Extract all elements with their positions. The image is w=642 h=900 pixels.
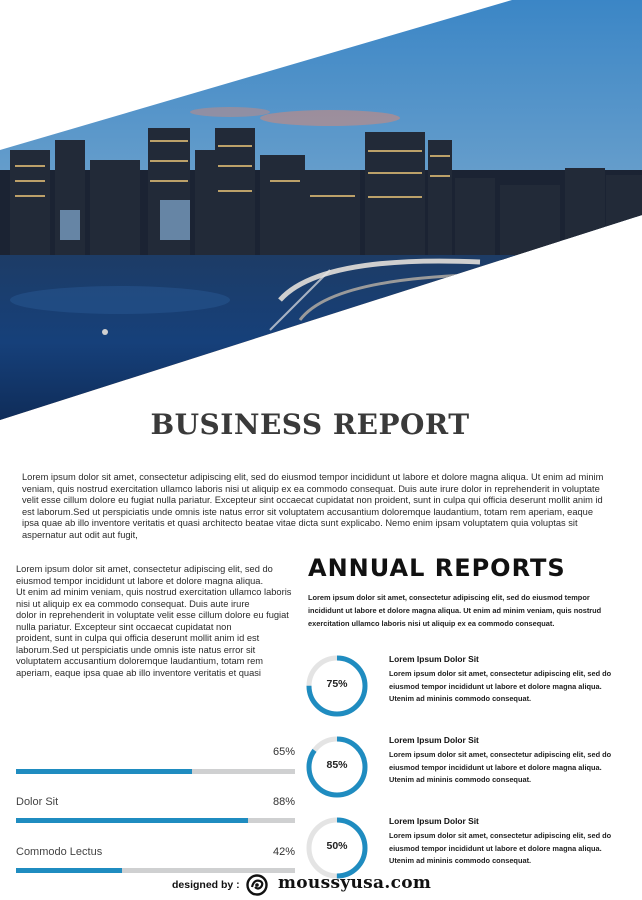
item-body: Lorem ipsum dolor sit amet, consectetur adipiscing elit, sed do eiusmod tempor incididunt ut labore et dolore magna aliqua. Utenim ad mininis commodo consequat. [389,669,612,704]
item-heading: Lorem Ipsum Dolor Sit [389,735,479,745]
progress-value: 88% [272,796,295,808]
left-paragraph: proident, sunt in culpa qui officia deserunt mollit anim id est laborum.Sed ut perspiciatis unde omnis iste natus error sit [16,633,260,655]
report-item-1 [305,654,635,724]
hero-city-image [0,0,642,430]
left-column-text [16,564,292,679]
progress-bar-1 [16,746,295,778]
percent-label: 85% [326,759,348,771]
percent-label: 50% [326,840,348,852]
progress-track [16,769,295,774]
item-body: Lorem ipsum dolor sit amet, consectetur adipiscing elit, sed do eiusmod tempor incididunt ut labore et dolore magna aliqua. Utenim ad mininis commodo consequat. [389,831,612,866]
annual-reports-heading: ANNUAL REPORTS [308,554,566,582]
progress-value: 42% [272,846,295,858]
intro-paragraph: Lorem ipsum dolor sit amet, consectetur adipiscing elit, sed do eiusmod tempor incididunt ut labore et dolore magna aliqua. Ut enim ad minim veniam, quis nostrud exercitation ullamco laboris nisi ut aliquip ex ea commodo consequat. Duis aute irure dolor in reprehenderit in voluptate velit esse cillum dolore eu fugiat nulla pariatur. Excepteur sint occaecat cupidatat non proident, sunt in culpa qui officia deserunt mollit anim id est laborum.Sed ut perspiciatis unde omnis iste natus error sit voluptatem accusantium doloremque laudantium, totam rem aperiam, eaque ipsa quae ab illo inventore veritatis et quasi architecto beatae vitae dicta sunt explicabo. Nemo enim ipsam voluptatem quia voluptas sit aspernatur aut odit aut fugit, [22,472,604,540]
item-body: Lorem ipsum dolor sit amet, consectetur adipiscing elit, sed do eiusmod tempor incididunt ut labore et dolore magna aliqua. Utenim ad mininis commodo consequat. [389,750,612,785]
progress-fill [16,769,192,774]
footer-prefix: designed by : [172,879,240,891]
left-paragraph: dolor in reprehenderit in voluptate velit esse cillum dolore eu fugiat nulla pariatur. Excepteur sint occaecat cupidatat non [16,610,289,632]
page-title: BUSINESS REPORT [150,408,470,441]
item-heading: Lorem Ipsum Dolor Sit [389,816,479,826]
footer-site-link[interactable]: moussyusa.com [278,873,432,893]
progress-fill [16,818,248,823]
progress-label: Dolor Sit [16,796,59,808]
report-item-2 [305,735,635,805]
left-paragraph: Ut enim ad minim veniam, quis nostrud exercitation ullamco laboris nisi ut aliquip ex ea commodo consequat. Duis aute irure [16,587,292,609]
percent-label: 75% [326,678,348,690]
progress-track [16,818,295,823]
annual-reports-description: Lorem ipsum dolor sit amet, consectetur adipiscing elit, sed do eiusmod tempor incididunt ut labore et dolore magna aliqua. Ut enim ad minim veniam, quis nostrud exercitation ullamco laboris nisi ut aliquip ex ea commodo consequat. [308,593,602,628]
progress-bar-2 [16,796,295,828]
swirl-logo-icon [246,874,268,896]
progress-value: 65% [272,746,295,758]
progress-label: Commodo Lectus [16,846,103,858]
left-paragraph: voluptatem accusantium doloremque laudantium, totam rem aperiam, eaque ipsa quae ab illo inventore veritatis et quasi [16,656,264,678]
footer [0,870,642,900]
item-heading: Lorem Ipsum Dolor Sit [389,654,479,664]
left-paragraph: Lorem ipsum dolor sit amet, consectetur adipiscing elit, sed do eiusmod tempor incididunt ut labore et dolore magna aliqua. [16,564,273,586]
